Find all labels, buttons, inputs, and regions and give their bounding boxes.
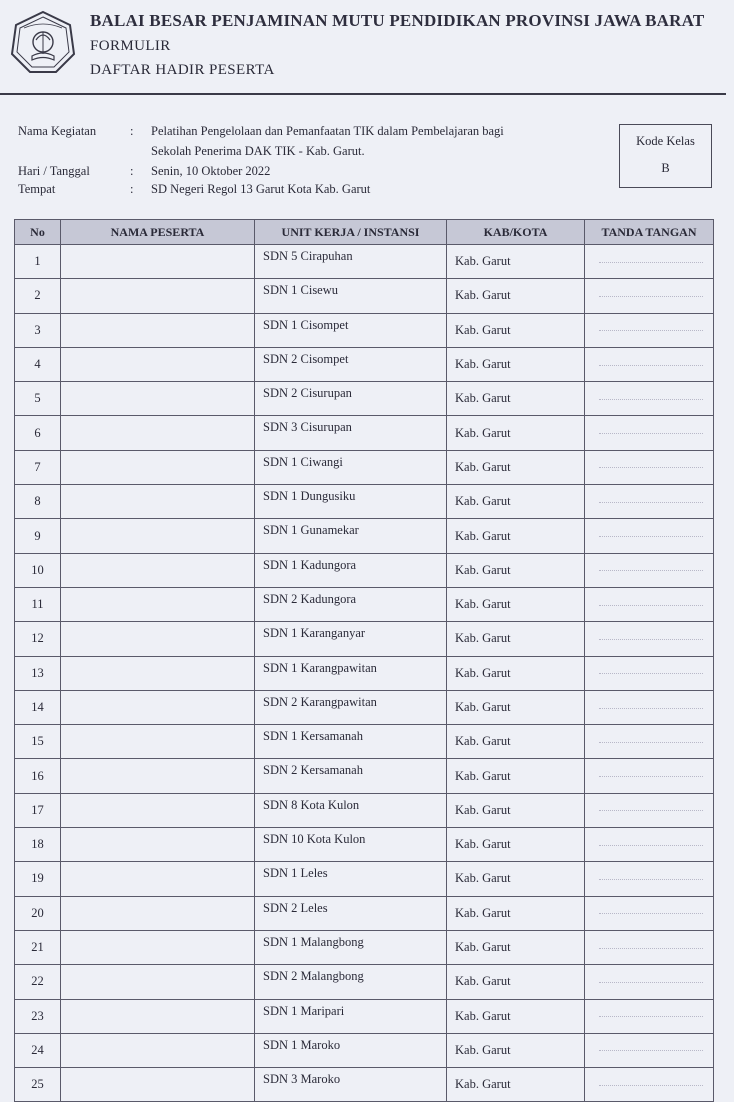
row-number: 23 (15, 999, 61, 1033)
table-row (15, 862, 714, 896)
row-number: 1 (15, 245, 61, 279)
signature-dotted-line (599, 878, 703, 880)
unit-kerja-cell: SDN 1 Kersamanah (255, 725, 447, 759)
row-number: 17 (15, 793, 61, 827)
tut-wuri-handayani-logo-icon (10, 10, 76, 76)
row-number: 9 (15, 519, 61, 553)
kegiatan-value-line2: Sekolah Penerima DAK TIK - Kab. Garut. (151, 144, 365, 158)
nama-peserta-cell (61, 245, 255, 279)
signature-cell (585, 622, 714, 656)
signature-cell (585, 587, 714, 621)
nama-peserta-cell (61, 828, 255, 862)
tempat-value: SD Negeri Regol 13 Garut Kota Kab. Garut (151, 182, 371, 196)
header-kab-kota: KAB/KOTA (447, 220, 585, 245)
nama-peserta-cell (61, 382, 255, 416)
kab-kota-cell: Kab. Garut (447, 896, 585, 930)
row-number: 3 (15, 313, 61, 347)
row-number: 4 (15, 347, 61, 381)
row-number: 2 (15, 279, 61, 313)
kab-kota-cell: Kab. Garut (447, 690, 585, 724)
signature-cell (585, 793, 714, 827)
signature-dotted-line (599, 912, 703, 914)
signature-cell (585, 759, 714, 793)
table-row (15, 656, 714, 690)
table-row (15, 793, 714, 827)
kab-kota-cell: Kab. Garut (447, 828, 585, 862)
signature-dotted-line (599, 672, 703, 674)
unit-kerja-cell: SDN 1 Karanganyar (255, 622, 447, 656)
kab-kota-cell: Kab. Garut (447, 1068, 585, 1102)
signature-dotted-line (599, 432, 703, 434)
table-row (15, 622, 714, 656)
nama-peserta-cell (61, 347, 255, 381)
kab-kota-cell: Kab. Garut (447, 999, 585, 1033)
tempat-separator: : (130, 182, 134, 196)
signature-dotted-line (599, 981, 703, 983)
row-number: 21 (15, 930, 61, 964)
kab-kota-cell: Kab. Garut (447, 1033, 585, 1067)
table-row (15, 279, 714, 313)
kab-kota-cell: Kab. Garut (447, 587, 585, 621)
nama-peserta-cell (61, 553, 255, 587)
nama-peserta-cell (61, 793, 255, 827)
signature-dotted-line (599, 809, 703, 811)
signature-cell (585, 828, 714, 862)
unit-kerja-cell: SDN 1 Maripari (255, 999, 447, 1033)
kegiatan-label: Nama Kegiatan (18, 124, 97, 138)
signature-dotted-line (599, 1084, 703, 1086)
table-row (15, 965, 714, 999)
signature-dotted-line (599, 707, 703, 709)
form-name: DAFTAR HADIR PESERTA (90, 62, 275, 78)
table-header-row (15, 220, 714, 245)
signature-dotted-line (599, 466, 703, 468)
signature-cell (585, 862, 714, 896)
signature-dotted-line (599, 775, 703, 777)
kab-kota-cell: Kab. Garut (447, 245, 585, 279)
nama-peserta-cell (61, 587, 255, 621)
table-row (15, 930, 714, 964)
signature-dotted-line (599, 1015, 703, 1017)
row-number: 6 (15, 416, 61, 450)
table-row (15, 759, 714, 793)
form-label: FORMULIR (90, 38, 171, 54)
table-row (15, 485, 714, 519)
table-row (15, 896, 714, 930)
row-number: 10 (15, 553, 61, 587)
tanggal-separator: : (130, 164, 134, 178)
nama-peserta-cell (61, 1068, 255, 1102)
tanggal-value: Senin, 10 Oktober 2022 (151, 164, 271, 178)
signature-dotted-line (599, 844, 703, 846)
header-unit-kerja: UNIT KERJA / INSTANSI (255, 220, 447, 245)
unit-kerja-cell: SDN 3 Maroko (255, 1068, 447, 1102)
kab-kota-cell: Kab. Garut (447, 965, 585, 999)
nama-peserta-cell (61, 862, 255, 896)
row-number: 24 (15, 1033, 61, 1067)
unit-kerja-cell: SDN 10 Kota Kulon (255, 828, 447, 862)
kab-kota-cell: Kab. Garut (447, 656, 585, 690)
signature-dotted-line (599, 638, 703, 640)
row-number: 16 (15, 759, 61, 793)
signature-cell (585, 656, 714, 690)
unit-kerja-cell: SDN 1 Cisompet (255, 313, 447, 347)
kab-kota-cell: Kab. Garut (447, 382, 585, 416)
row-number: 20 (15, 896, 61, 930)
kab-kota-cell: Kab. Garut (447, 622, 585, 656)
nama-peserta-cell (61, 313, 255, 347)
unit-kerja-cell: SDN 2 Malangbong (255, 965, 447, 999)
unit-kerja-cell: SDN 2 Karangpawitan (255, 690, 447, 724)
signature-cell (585, 519, 714, 553)
kab-kota-cell: Kab. Garut (447, 450, 585, 484)
row-number: 18 (15, 828, 61, 862)
header-no: No (15, 220, 61, 245)
nama-peserta-cell (61, 930, 255, 964)
table-row (15, 245, 714, 279)
signature-cell (585, 999, 714, 1033)
unit-kerja-cell: SDN 2 Kersamanah (255, 759, 447, 793)
table-row (15, 519, 714, 553)
unit-kerja-cell: SDN 2 Leles (255, 896, 447, 930)
table-row (15, 313, 714, 347)
nama-peserta-cell (61, 485, 255, 519)
unit-kerja-cell: SDN 2 Kadungora (255, 587, 447, 621)
nama-peserta-cell (61, 896, 255, 930)
row-number: 11 (15, 587, 61, 621)
row-number: 8 (15, 485, 61, 519)
signature-cell (585, 690, 714, 724)
row-number: 13 (15, 656, 61, 690)
unit-kerja-cell: SDN 1 Gunamekar (255, 519, 447, 553)
signature-cell (585, 553, 714, 587)
unit-kerja-cell: SDN 1 Malangbong (255, 930, 447, 964)
row-number: 19 (15, 862, 61, 896)
signature-cell (585, 347, 714, 381)
signature-dotted-line (599, 741, 703, 743)
nama-peserta-cell (61, 965, 255, 999)
unit-kerja-cell: SDN 2 Cisompet (255, 347, 447, 381)
signature-cell (585, 245, 714, 279)
kab-kota-cell: Kab. Garut (447, 553, 585, 587)
unit-kerja-cell: SDN 1 Dungusiku (255, 485, 447, 519)
row-number: 5 (15, 382, 61, 416)
signature-dotted-line (599, 364, 703, 366)
nama-peserta-cell (61, 690, 255, 724)
signature-cell (585, 965, 714, 999)
signature-dotted-line (599, 604, 703, 606)
unit-kerja-cell: SDN 1 Maroko (255, 1033, 447, 1067)
nama-peserta-cell (61, 279, 255, 313)
signature-cell (585, 279, 714, 313)
kab-kota-cell: Kab. Garut (447, 725, 585, 759)
signature-dotted-line (599, 398, 703, 400)
tanggal-label: Hari / Tanggal (18, 164, 90, 178)
unit-kerja-cell: SDN 1 Leles (255, 862, 447, 896)
signature-cell (585, 416, 714, 450)
row-number: 22 (15, 965, 61, 999)
table-row (15, 1068, 714, 1102)
nama-peserta-cell (61, 656, 255, 690)
unit-kerja-cell: SDN 1 Cisewu (255, 279, 447, 313)
kab-kota-cell: Kab. Garut (447, 416, 585, 450)
attendance-table (14, 219, 714, 1102)
kab-kota-cell: Kab. Garut (447, 279, 585, 313)
institution-title: BALAI BESAR PENJAMINAN MUTU PENDIDIKAN PROVINSI JAWA BARAT (90, 11, 705, 30)
table-body (15, 245, 714, 1102)
signature-dotted-line (599, 329, 703, 331)
unit-kerja-cell: SDN 2 Cisurupan (255, 382, 447, 416)
kode-kelas-value: B (661, 161, 670, 175)
header-tanda-tangan: TANDA TANGAN (585, 220, 714, 245)
nama-peserta-cell (61, 759, 255, 793)
signature-cell (585, 1033, 714, 1067)
signature-cell (585, 896, 714, 930)
signature-cell (585, 382, 714, 416)
signature-dotted-line (599, 569, 703, 571)
tempat-label: Tempat (18, 182, 56, 196)
kab-kota-cell: Kab. Garut (447, 519, 585, 553)
table-row (15, 587, 714, 621)
kegiatan-separator: : (130, 124, 134, 138)
unit-kerja-cell: SDN 5 Cirapuhan (255, 245, 447, 279)
table-row (15, 828, 714, 862)
nama-peserta-cell (61, 519, 255, 553)
table-row (15, 382, 714, 416)
signature-dotted-line (599, 501, 703, 503)
kab-kota-cell: Kab. Garut (447, 485, 585, 519)
kegiatan-value: Pelatihan Pengelolaan dan Pemanfaatan TIK dalam Pembelajaran bagi (151, 124, 504, 138)
unit-kerja-cell: SDN 1 Ciwangi (255, 450, 447, 484)
unit-kerja-cell: SDN 1 Karangpawitan (255, 656, 447, 690)
table-row (15, 450, 714, 484)
row-number: 15 (15, 725, 61, 759)
kab-kota-cell: Kab. Garut (447, 759, 585, 793)
nama-peserta-cell (61, 999, 255, 1033)
nama-peserta-cell (61, 1033, 255, 1067)
signature-dotted-line (599, 295, 703, 297)
nama-peserta-cell (61, 416, 255, 450)
kab-kota-cell: Kab. Garut (447, 793, 585, 827)
kode-kelas-box (619, 124, 712, 188)
signature-dotted-line (599, 261, 703, 263)
header-nama-peserta: NAMA PESERTA (61, 220, 255, 245)
nama-peserta-cell (61, 622, 255, 656)
kode-kelas-label: Kode Kelas (636, 134, 695, 148)
unit-kerja-cell: SDN 3 Cisurupan (255, 416, 447, 450)
kab-kota-cell: Kab. Garut (447, 313, 585, 347)
unit-kerja-cell: SDN 8 Kota Kulon (255, 793, 447, 827)
row-number: 12 (15, 622, 61, 656)
kab-kota-cell: Kab. Garut (447, 347, 585, 381)
signature-cell (585, 725, 714, 759)
signature-dotted-line (599, 535, 703, 537)
signature-cell (585, 485, 714, 519)
table-row (15, 725, 714, 759)
table-row (15, 690, 714, 724)
nama-peserta-cell (61, 450, 255, 484)
signature-dotted-line (599, 1049, 703, 1051)
nama-peserta-cell (61, 725, 255, 759)
kab-kota-cell: Kab. Garut (447, 862, 585, 896)
unit-kerja-cell: SDN 1 Kadungora (255, 553, 447, 587)
table-row (15, 553, 714, 587)
row-number: 25 (15, 1068, 61, 1102)
row-number: 14 (15, 690, 61, 724)
table-row (15, 1033, 714, 1067)
header-divider (0, 93, 726, 95)
table-row (15, 347, 714, 381)
row-number: 7 (15, 450, 61, 484)
table-row (15, 999, 714, 1033)
signature-dotted-line (599, 947, 703, 949)
table-row (15, 416, 714, 450)
signature-cell (585, 1068, 714, 1102)
signature-cell (585, 450, 714, 484)
signature-cell (585, 313, 714, 347)
kab-kota-cell: Kab. Garut (447, 930, 585, 964)
signature-cell (585, 930, 714, 964)
